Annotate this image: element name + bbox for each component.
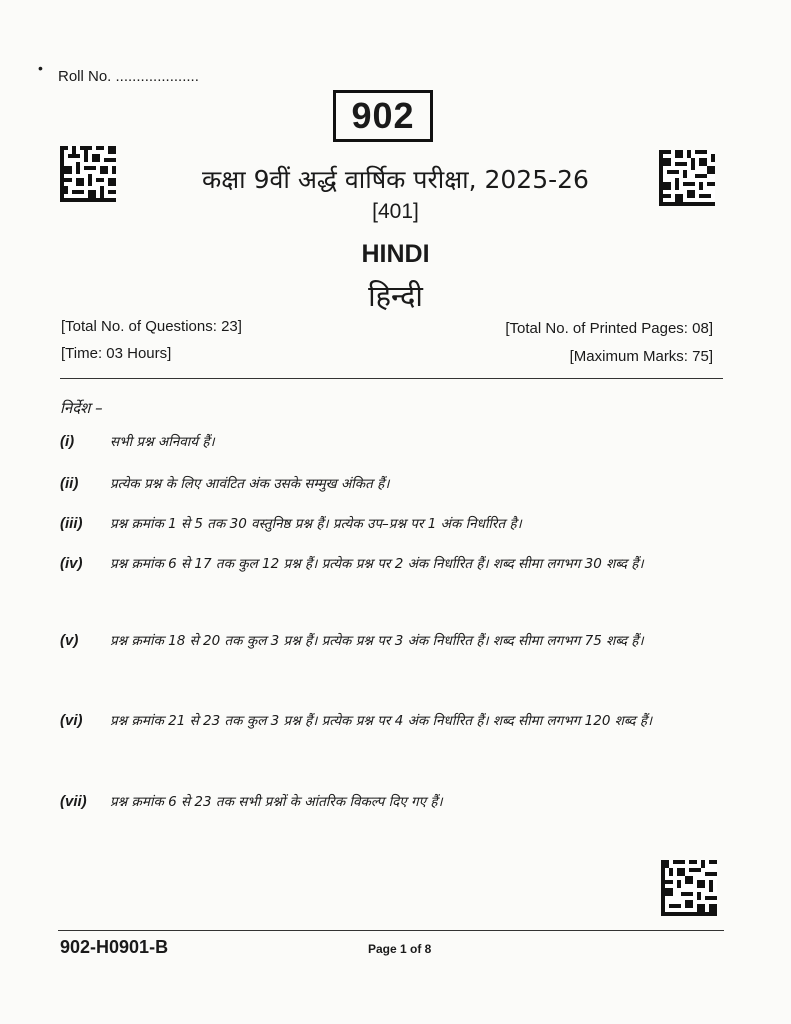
- instruction-text: प्रश्न क्रमांक 1 से 5 तक 30 वस्तुनिष्ठ प्रश्न हैं। प्रत्येक उप–प्रश्न पर 1 अंक निर्धारित है।: [110, 516, 522, 532]
- stray-mark: •: [38, 60, 43, 76]
- maximum-marks: [Maximum Marks: 75]: [569, 348, 713, 365]
- total-questions: [Total No. of Questions: 23]: [61, 318, 242, 335]
- subject-code: [401]: [372, 200, 419, 223]
- instruction-number: (iii): [60, 515, 83, 532]
- subject-name-english: HINDI: [361, 240, 430, 268]
- instruction-number: (iv): [60, 555, 83, 572]
- roll-number-field: Roll No. ....................: [58, 68, 199, 85]
- instruction-number: (vi): [60, 712, 83, 729]
- qr-code-bottom-icon: [661, 860, 717, 916]
- paper-code-box: 902: [333, 90, 433, 142]
- instruction-number: (i): [60, 433, 75, 450]
- instruction-text: प्रश्न क्रमांक 6 से 23 तक सभी प्रश्नों के आंतरिक विकल्प दिए गए हैं।: [110, 794, 443, 810]
- instructions-heading: निर्देश –: [60, 399, 103, 417]
- instruction-text: प्रत्येक प्रश्न के लिए आवंटित अंक उसके सम्मुख अंकित हैं।: [110, 476, 390, 492]
- instruction-text: सभी प्रश्न अनिवार्य हैं।: [110, 434, 215, 450]
- footer-divider: [58, 930, 724, 931]
- exam-title: कक्षा 9वीं अर्द्ध वार्षिक परीक्षा, 2025-26: [202, 165, 589, 194]
- instruction-text: प्रश्न क्रमांक 21 से 23 तक कुल 3 प्रश्न हैं। प्रत्येक प्रश्न पर 4 अंक निर्धारित हैं। शब्द सीमा लगभग 120 शब्द हैं।: [110, 713, 653, 729]
- instruction-number: (vii): [60, 793, 87, 810]
- instruction-text: प्रश्न क्रमांक 18 से 20 तक कुल 3 प्रश्न हैं। प्रत्येक प्रश्न पर 3 अंक निर्धारित हैं। शब्द सीमा लगभग 75 शब्द हैं।: [110, 633, 644, 649]
- instruction-text: प्रश्न क्रमांक 6 से 17 तक कुल 12 प्रश्न हैं। प्रत्येक प्रश्न पर 2 अंक निर्धारित हैं। शब्द सीमा लगभग 30 शब्द हैं।: [110, 556, 644, 572]
- exam-time: [Time: 03 Hours]: [61, 345, 172, 362]
- header-divider: [60, 378, 723, 379]
- page-number: Page 1 of 8: [368, 942, 432, 956]
- instruction-number: (ii): [60, 475, 79, 492]
- subject-name-hindi: हिन्दी: [368, 279, 423, 313]
- booklet-code: 902-H0901-B: [60, 937, 169, 957]
- total-printed-pages: [Total No. of Printed Pages: 08]: [505, 320, 713, 337]
- instruction-number: (v): [60, 632, 79, 649]
